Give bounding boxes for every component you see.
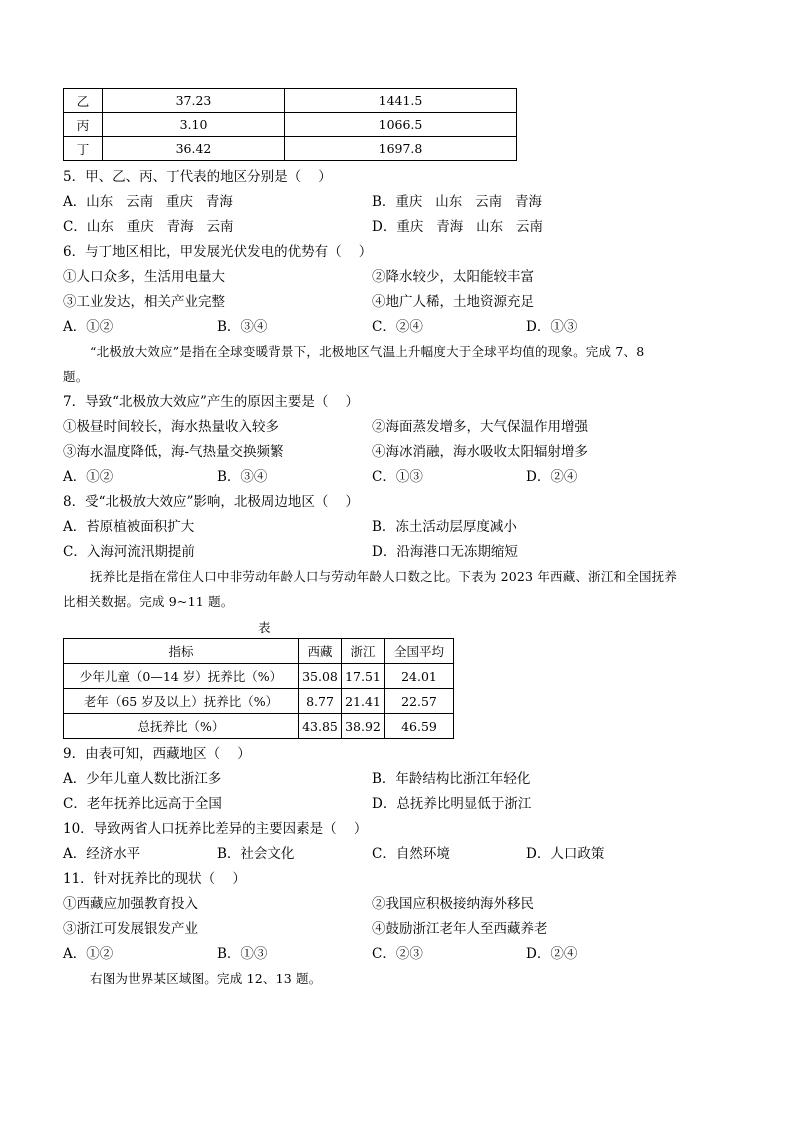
table-cell: 丙 <box>64 113 103 137</box>
column-header: 西藏 <box>299 639 342 664</box>
table-cell: 3.10 <box>103 113 285 137</box>
statement-4: ④海冰消融，海水吸收太阳辐射增多 <box>372 444 588 460</box>
question-6-stem: 6．与丁地区相比，甲发展光伏发电的优势有（ ） <box>63 244 373 260</box>
statement-2: ②我国应积极接纳海外移民 <box>372 896 534 912</box>
table-cell: 46.59 <box>385 714 454 739</box>
question-7-stem: 7．导致“北极放大效应”产生的原因主要是（ ） <box>63 394 360 410</box>
table-row <box>64 137 517 161</box>
table-cell: 43.85 <box>299 714 342 739</box>
table-cell: 36.42 <box>103 137 285 161</box>
table-region-data <box>63 88 517 161</box>
statement-1: ①西藏应加强教育投入 <box>63 896 198 912</box>
option-a: A．①② <box>63 946 114 962</box>
column-header: 指标 <box>64 639 299 664</box>
option-d: D．②④ <box>526 946 578 962</box>
question-8-stem: 8．受“北极放大效应”影响，北极周边地区（ ） <box>63 494 360 510</box>
table-cell: 38.92 <box>342 714 385 739</box>
statement-1: ①极昼时间较长，海水热量收入较多 <box>63 419 279 435</box>
option-d: D．人口政策 <box>526 846 605 862</box>
option-d: D．②④ <box>526 469 578 485</box>
table-cell: 24.01 <box>385 664 454 689</box>
statement-1: ①人口众多，生活用电量大 <box>63 269 225 285</box>
option-d: D．重庆 青海 山东 云南 <box>372 219 543 235</box>
option-d: D．沿海港口无冻期缩短 <box>372 544 518 560</box>
option-a: A．山东 云南 重庆 青海 <box>63 194 233 210</box>
table-cell: 乙 <box>64 89 103 113</box>
intro-paragraph: 题。 <box>63 369 89 384</box>
option-b: B．冻土活动层厚度减小 <box>372 519 517 535</box>
table-cell: 37.23 <box>103 89 285 113</box>
table-dependency-ratio <box>63 638 454 739</box>
option-a: A．经济水平 <box>63 846 141 862</box>
table-row <box>64 689 454 714</box>
row-label: 总抚养比（%） <box>64 714 299 739</box>
option-c: C．②④ <box>372 319 423 335</box>
table-cell: 1066.5 <box>285 113 517 137</box>
table-cell: 21.41 <box>342 689 385 714</box>
statement-4: ④鼓励浙江老年人至西藏养老 <box>372 921 548 937</box>
option-b: B．社会文化 <box>217 846 295 862</box>
option-c: C．自然环境 <box>372 846 450 862</box>
table-caption: 表 <box>258 620 271 635</box>
table-cell: 8.77 <box>299 689 342 714</box>
option-c: C．入海河流汛期提前 <box>63 544 195 560</box>
option-c: C．山东 重庆 青海 云南 <box>63 219 234 235</box>
table-row <box>64 664 454 689</box>
row-label: 少年儿童（0—14 岁）抚养比（%） <box>64 664 299 689</box>
statement-2: ②降水较少，太阳能较丰富 <box>372 269 534 285</box>
option-a: A．少年儿童人数比浙江多 <box>63 771 222 787</box>
option-a: A．①② <box>63 469 114 485</box>
intro-paragraph: “北极放大效应”是指在全球变暖背景下，北极地区气温上升幅度大于全球平均值的现象。完成 7、8 <box>90 344 645 359</box>
table-cell: 35.08 <box>299 664 342 689</box>
option-b: B．重庆 山东 云南 青海 <box>372 194 543 210</box>
intro-paragraph: 右图为世界某区域图。完成 12、13 题。 <box>90 971 322 986</box>
statement-3: ③工业发达，相关产业完整 <box>63 294 225 310</box>
table-cell: 1441.5 <box>285 89 517 113</box>
option-b: B．年龄结构比浙江年轻化 <box>372 771 531 787</box>
option-c: C．老年抚养比远高于全国 <box>63 796 222 812</box>
statement-3: ③浙江可发展银发产业 <box>63 921 198 937</box>
table-cell: 丁 <box>64 137 103 161</box>
row-label: 老年（65 岁及以上）抚养比（%） <box>64 689 299 714</box>
option-b: B．①③ <box>217 946 268 962</box>
column-header: 浙江 <box>342 639 385 664</box>
column-header: 全国平均 <box>385 639 454 664</box>
table-header-row <box>64 639 454 664</box>
option-a: A．①② <box>63 319 114 335</box>
statement-2: ②海面蒸发增多，大气保温作用增强 <box>372 419 588 435</box>
table-cell: 22.57 <box>385 689 454 714</box>
question-10-stem: 10．导致两省人口抚养比差异的主要因素是（ ） <box>63 821 368 837</box>
table-cell: 1697.8 <box>285 137 517 161</box>
statement-3: ③海水温度降低，海-气热量交换频繁 <box>63 444 284 460</box>
option-b: B．③④ <box>217 469 268 485</box>
question-5-stem: 5．甲、乙、丙、丁代表的地区分别是（ ） <box>63 169 332 185</box>
intro-paragraph: 抚养比是指在常住人口中非劳动年龄人口与劳动年龄人口数之比。下表为 2023 年西藏、浙江和全国抚养 <box>90 569 678 584</box>
question-11-stem: 11．针对抚养比的现状（ ） <box>63 871 246 887</box>
table-cell: 17.51 <box>342 664 385 689</box>
intro-paragraph: 比相关数据。完成 9~11 题。 <box>63 594 234 609</box>
statement-4: ④地广人稀，土地资源充足 <box>372 294 534 310</box>
option-b: B．③④ <box>217 319 268 335</box>
question-9-stem: 9．由表可知，西藏地区（ ） <box>63 746 251 762</box>
option-d: D．总抚养比明显低于浙江 <box>372 796 532 812</box>
option-c: C．①③ <box>372 469 423 485</box>
option-d: D．①③ <box>526 319 578 335</box>
table-row <box>64 714 454 739</box>
table-row <box>64 113 517 137</box>
option-c: C．②③ <box>372 946 423 962</box>
table-row <box>64 89 517 113</box>
option-a: A．苔原植被面积扩大 <box>63 519 195 535</box>
